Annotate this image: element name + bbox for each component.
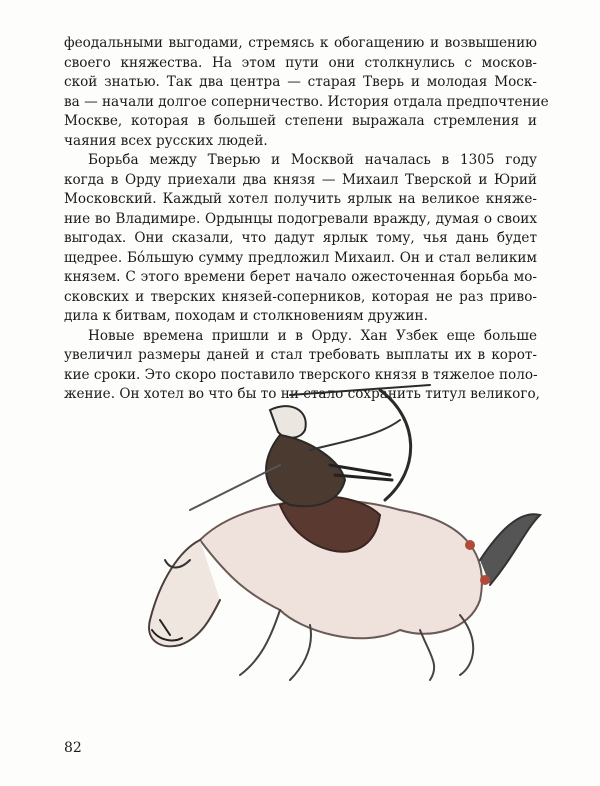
text-line: Новые времена пришли и в Орду. Хан Узбек еще больше — [88, 327, 537, 344]
text-line: Московский. Каждый хотел получить ярлык на великое княже- — [64, 191, 537, 207]
text-line: ние во Владимире. Ордынцы подогревали вражду, думая о своих — [64, 210, 537, 227]
text-line: ва — начали долгое соперничество. История отдала предпочтение — [64, 93, 549, 110]
text-line: выгодах. Они сказали, что дадут ярлык тому, чья дань будет — [64, 230, 537, 246]
arrow — [290, 385, 430, 395]
text-line: ской знатью. Так два центра — старая Тверь и молодая Моск- — [64, 74, 537, 90]
text-line: кие сроки. Это скоро поставило тверского князя в тяжелое поло- — [64, 366, 538, 383]
text-line: своего княжества. На этом пути они столкнулись с москов- — [64, 54, 537, 71]
text-line: Борьба между Тверью и Москвой началась в 1305 году — [88, 152, 537, 168]
body-text — [64, 34, 549, 405]
text-line: чаяния всех русских людей. — [64, 132, 268, 149]
text-line: щедрее. Бóльшую сумму предложил Михаил. Он и стал великим — [64, 249, 537, 266]
text-line: князем. С этого времени берет начало ожесточенная борьба мо- — [64, 269, 537, 285]
horseman-archer-illustration — [130, 380, 550, 690]
text-line: сковских и тверских князей-соперников, которая не раз приво- — [64, 288, 537, 305]
text-line: Москве, которая в большей степени выражала стремления и — [64, 113, 537, 129]
rider — [190, 385, 430, 510]
text-line: дила к битвам, походам и столкновениям дружин. — [64, 308, 428, 324]
text-line: когда в Орду приехали два князя — Михаил Тверской и Юрий — [64, 171, 537, 188]
text-line: феодальными выгодами, стремясь к обогащению и возвышению — [64, 35, 537, 51]
text-line: жение. Он хотел во что бы то ни стало сохранить титул великого, — [64, 386, 540, 402]
page-number: 82 — [64, 740, 82, 756]
text-line: увеличил размеры даней и стал требовать выплаты их в корот- — [64, 347, 537, 363]
bow — [380, 390, 411, 500]
